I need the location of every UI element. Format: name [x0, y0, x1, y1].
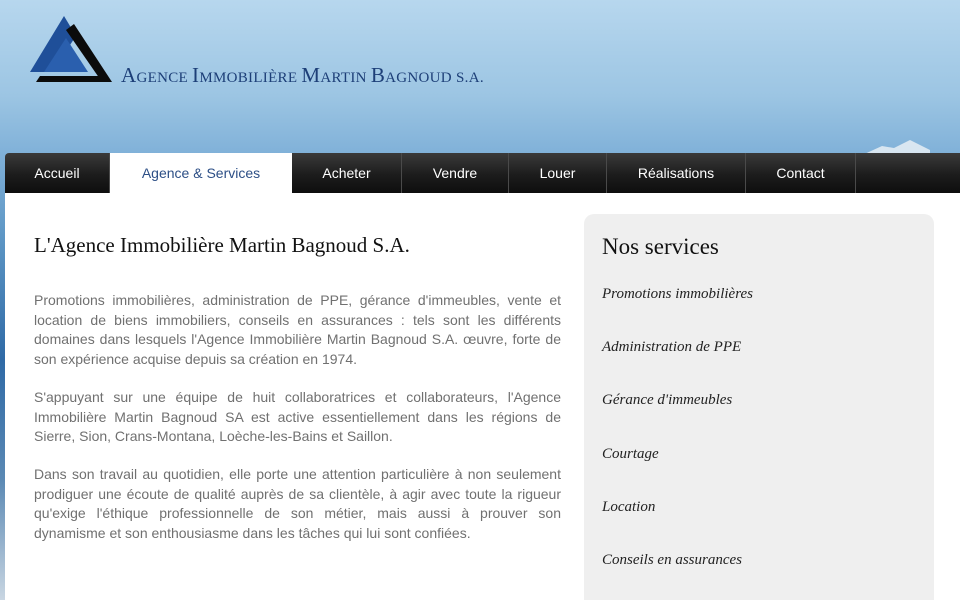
main-article — [34, 233, 561, 562]
nav-item-acheter[interactable]: Acheter — [292, 153, 402, 193]
values-paragraph: Dans son travail au quotidien, elle porte une attention particulière à non seulement prodiguer une écoute de qualité auprès de sa clientèle, à agir avec toute la rigueur qu'exige l'éthique professionnelle de son métier, mais aussi à prouver son dynamisme et son enthousiasme dans les tâches qui lui sont confiées. — [34, 465, 561, 542]
nav-item-contact[interactable]: Contact — [746, 153, 856, 193]
service-link-courtage[interactable]: Courtage — [602, 445, 659, 462]
nav-item-louer[interactable]: Louer — [509, 153, 607, 193]
agency-name[interactable]: AGENCE IMMOBILIÈRE MARTIN BAGNOUD S.A. — [121, 63, 484, 87]
service-link-administration-ppe[interactable]: Administration de PPE — [602, 339, 742, 356]
main-nav — [5, 153, 960, 193]
services-list — [602, 286, 916, 600]
service-link-gerance[interactable]: Gérance d'immeubles — [602, 392, 733, 409]
content-area — [5, 193, 960, 600]
services-title: Nos services — [602, 234, 719, 259]
nav-item-agence-services[interactable]: Agence & Services — [110, 153, 292, 193]
team-paragraph: S'appuyant sur une équipe de huit collaboratrices et collaborateurs, l'Agence Immobilière Martin Bagnoud SA est active essentiellement dans les régions de Sierre, Sion, Crans-Montana, Loèche-les-Bains et Saillon. — [34, 388, 561, 445]
page-title: L'Agence Immobilière Martin Bagnoud S.A. — [34, 233, 410, 257]
nav-item-accueil[interactable]: Accueil — [5, 153, 110, 193]
services-sidebar — [584, 214, 934, 600]
agency-logo[interactable] — [26, 14, 116, 86]
service-link-promotions[interactable]: Promotions immobilières — [602, 286, 753, 302]
nav-item-realisations[interactable]: Réalisations — [607, 153, 746, 193]
intro-paragraph: Promotions immobilières, administration de PPE, gérance d'immeubles, vente et location de biens immobiliers, conseils en assurances : tels sont les différents domaines dans lesquels l'Agence Immobilière Martin Bagnoud S.A. œuvre, forte de son expérience acquise depuis sa création en 1974. — [34, 292, 561, 368]
service-link-assurances[interactable]: Conseils en assurances — [602, 551, 742, 568]
nav-item-vendre[interactable]: Vendre — [402, 153, 509, 193]
service-link-location[interactable]: Location — [602, 498, 656, 515]
